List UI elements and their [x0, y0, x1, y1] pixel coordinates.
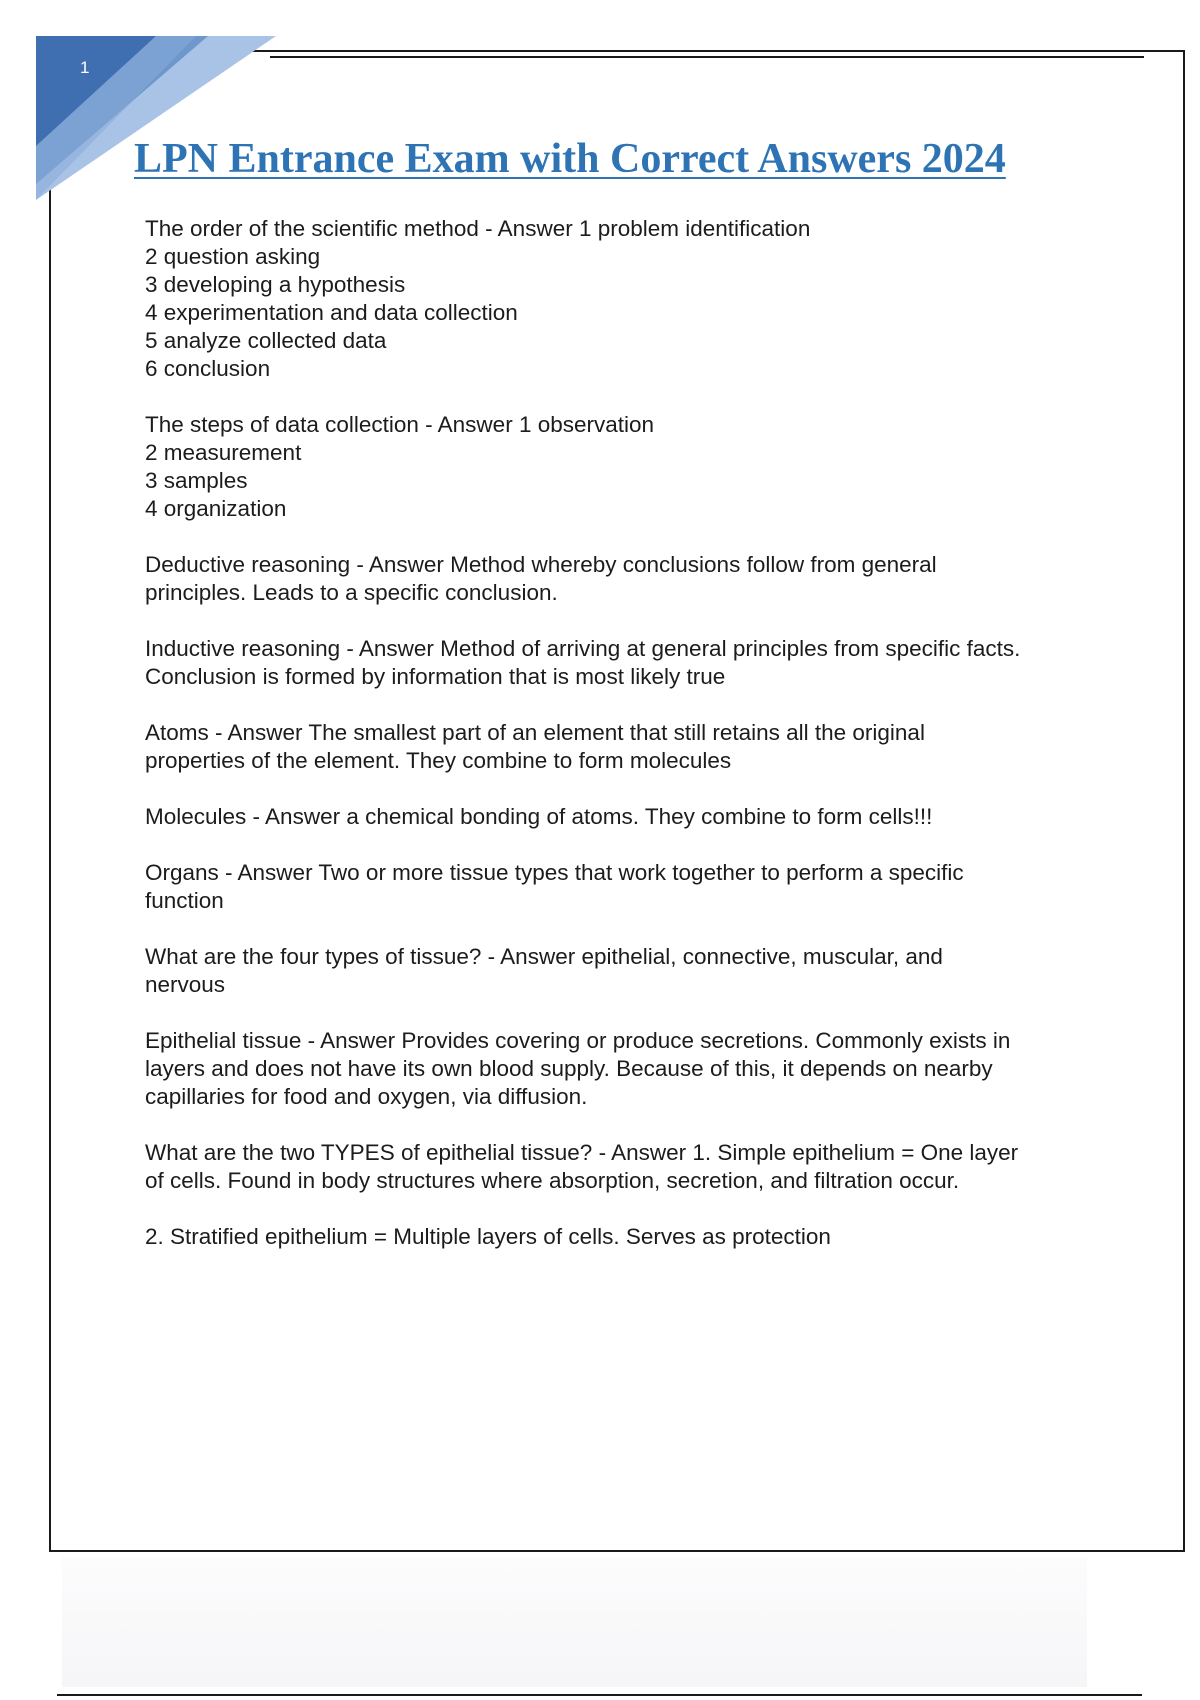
qa-item: [145, 1027, 1100, 1111]
qa-line: 6 conclusion: [145, 356, 271, 381]
qa-line: Molecules - Answer a chemical bonding of atoms. They combine to form cells!!!: [145, 804, 933, 829]
qa-item: [145, 215, 1100, 383]
qa-line: The steps of data collection - Answer 1 observation: [145, 412, 655, 437]
footer-rule: [57, 1694, 1142, 1696]
qa-line: principles. Leads to a specific conclusion.: [145, 580, 558, 605]
qa-line: Atoms - Answer The smallest part of an element that still retains all the original: [145, 720, 925, 745]
qa-line: function: [145, 888, 224, 913]
qa-item: [145, 719, 1100, 775]
qa-line: of cells. Found in body structures where absorption, secretion, and filtration occur.: [145, 1168, 960, 1193]
qa-line: 2. Stratified epithelium = Multiple layers of cells. Serves as protection: [145, 1224, 831, 1249]
qa-line: 2 measurement: [145, 440, 302, 465]
qa-item: [145, 551, 1100, 607]
qa-line: Epithelial tissue - Answer Provides covering or produce secretions. Commonly exists in: [145, 1028, 1011, 1053]
qa-line: nervous: [145, 972, 226, 997]
qa-line: Inductive reasoning - Answer Method of arriving at general principles from specific facts.: [145, 636, 1021, 661]
qa-line: 4 experimentation and data collection: [145, 300, 518, 325]
qa-line: 4 organization: [145, 496, 287, 521]
qa-item: [145, 943, 1100, 999]
qa-line: layers and does not have its own blood supply. Because of this, it depends on nearby: [145, 1056, 993, 1081]
qa-line: properties of the element. They combine to form molecules: [145, 748, 732, 773]
header-rule: [270, 56, 1144, 58]
qa-line: 2 question asking: [145, 244, 321, 269]
qa-line: 3 samples: [145, 468, 248, 493]
qa-item: [145, 859, 1100, 915]
qa-line: What are the four types of tissue? - Answer epithelial, connective, muscular, and: [145, 944, 943, 969]
qa-line: Organs - Answer Two or more tissue types that work together to perform a specific: [145, 860, 964, 885]
qa-list: [145, 215, 1100, 1279]
qa-item: [145, 1223, 1100, 1251]
qa-item: [145, 411, 1100, 523]
page-number: 1: [80, 58, 90, 77]
qa-line: The order of the scientific method - Answer 1 problem identification: [145, 216, 811, 241]
document-title: LPN Entrance Exam with Correct Answers 2024: [134, 136, 1006, 182]
qa-line: What are the two TYPES of epithelial tissue? - Answer 1. Simple epithelium = One layer: [145, 1140, 1019, 1165]
qa-line: Deductive reasoning - Answer Method whereby conclusions follow from general: [145, 552, 937, 577]
qa-line: 5 analyze collected data: [145, 328, 387, 353]
qa-item: [145, 803, 1100, 831]
qa-line: 3 developing a hypothesis: [145, 272, 406, 297]
qa-line: Conclusion is formed by information that is most likely true: [145, 664, 726, 689]
bottom-shade: [62, 1557, 1087, 1687]
qa-line: capillaries for food and oxygen, via diffusion.: [145, 1084, 588, 1109]
qa-item: [145, 635, 1100, 691]
qa-item: [145, 1139, 1100, 1195]
